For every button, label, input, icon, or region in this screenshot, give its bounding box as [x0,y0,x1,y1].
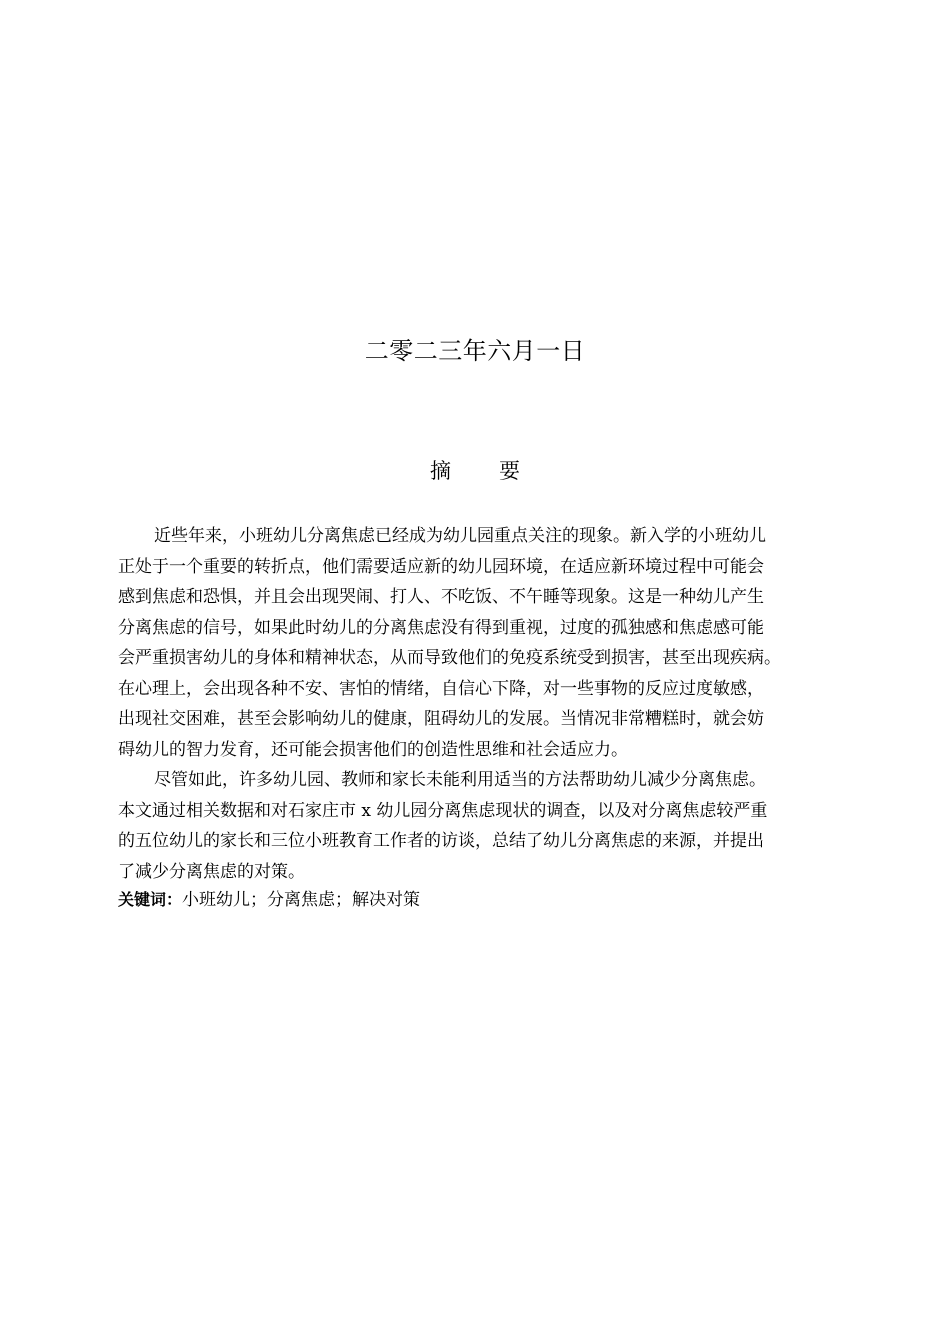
paragraph-line: 近些年来，小班幼儿分离焦虑已经成为幼儿园重点关注的现象。新入学的小班幼儿 [154,526,766,546]
paragraph-line: 在心理上，会出现各种不安、害怕的情绪，自信心下降，对一些事物的反应过度敏感， [118,678,764,699]
date-line: 二零二三年六月一日 [364,337,586,365]
abstract-paragraph-2 [118,765,864,887]
paragraph-line: 正处于一个重要的转折点，他们需要适应新的幼儿园环境，在适应新环境过程中可能会 [118,556,764,577]
keywords-text: 小班幼儿；分离焦虑；解决对策 [182,890,421,910]
paragraph-line: 的五位幼儿的家长和三位小班教育工作者的访谈，总结了幼儿分离焦虑的来源，并提出 [118,831,764,851]
paragraph-line: 分离焦虑的信号，如果此时幼儿的分离焦虑没有得到重视，过度的孤独感和焦虑感可能 [118,617,764,638]
paragraph-line: 出现社交困难，甚至会影响幼儿的健康，阻碍幼儿的发展。当情况非常糟糕时，就会妨 [118,709,764,729]
abstract-heading: 摘要 [430,459,568,483]
keywords-line [118,887,864,913]
paragraph-line: 碍幼儿的智力发育，还可能会损害他们的创造性思维和社会适应力。 [118,739,628,760]
paragraph-line: 会严重损害幼儿的身体和精神状态，从而导致他们的免疫系统受到损害，甚至出现疾病。 [118,648,781,668]
keywords-label: 关键词： [118,890,183,909]
paragraph-line: 尽管如此，许多幼儿园、教师和家长未能利用适当的方法帮助幼儿减少分离焦虑。 [154,770,766,790]
paragraph-line: 本文通过相关数据和对石家庄市 x 幼儿园分离焦虑现状的调查，以及对分离焦虑较严重 [118,800,768,821]
abstract-body [118,521,864,913]
abstract-paragraph-1 [118,521,864,765]
paragraph-line: 感到焦虑和恐惧，并且会出现哭闹、打人、不吃饭、不午睡等现象。这是一种幼儿产生 [118,587,764,607]
paragraph-line: 了减少分离焦虑的对策。 [118,861,305,882]
